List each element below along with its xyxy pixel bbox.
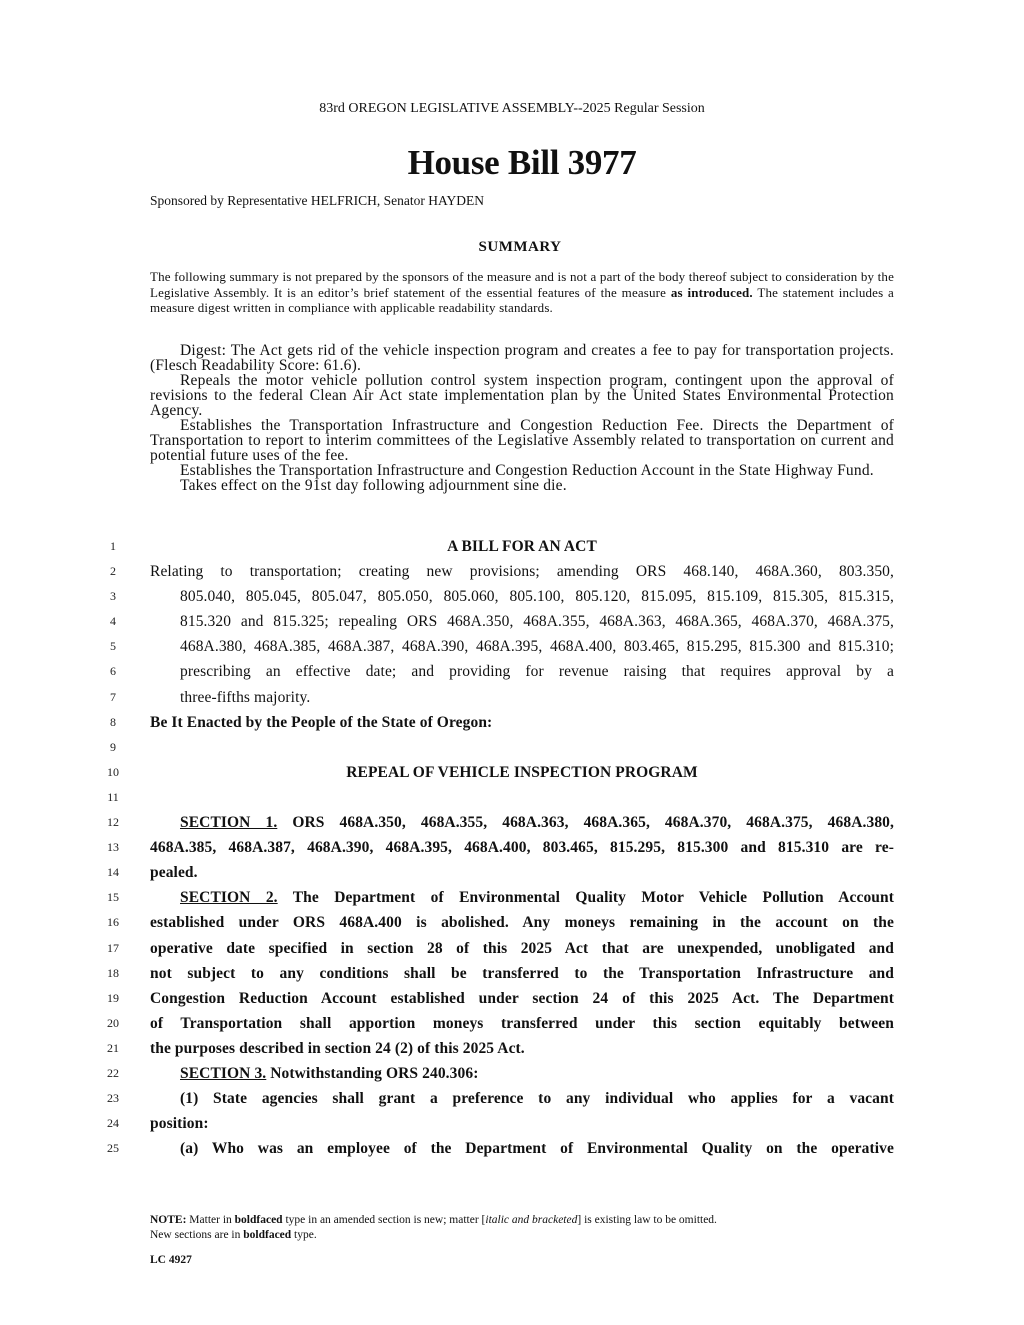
bill-line	[0, 885, 1024, 910]
digest-paragraph: Repeals the motor vehicle pollution control system inspection program, contingent upon the approval of revisions to the federal Clean Air Act state implementation plan by the United States Environmental Protection Agency.	[150, 372, 894, 419]
session-header: 83rd OREGON LEGISLATIVE ASSEMBLY--2025 Regular Session	[319, 101, 705, 116]
line-number: 1	[110, 539, 116, 553]
bill-text: 468A.380, 468A.385, 468A.387, 468A.390, 468A.395, 468A.400, 803.465, 815.295, 815.300 and 815.310;	[180, 638, 894, 656]
line-number: 22	[107, 1065, 119, 1080]
note-text: New sections are in	[150, 1229, 244, 1241]
bill-line	[0, 1011, 1024, 1036]
line-number: 18	[107, 965, 119, 980]
bill-line	[0, 810, 1024, 835]
summary-text	[150, 269, 894, 316]
sponsor-line: Sponsored by Representative HELFRICH, Senator HAYDEN	[150, 193, 484, 208]
bill-text: operative date specified in section 28 of this 2025 Act that are unexpended, unobligated and	[150, 939, 894, 957]
bill-line	[0, 1036, 1024, 1061]
section-label: SECTION 3.	[180, 1064, 267, 1082]
bill-text-part: The Department of Environmental Quality Motor Vehicle Pollution Account	[277, 889, 894, 907]
line-number: 11	[107, 789, 119, 804]
bill-text: pealed.	[150, 864, 198, 882]
bill-text: (a) Who was an employee of the Department of Environmental Quality on the operative	[180, 1140, 894, 1158]
bill-text: 805.040, 805.045, 805.047, 805.050, 805.060, 805.100, 805.120, 815.095, 815.109, 815.305, 815.315,	[180, 588, 894, 606]
note-label: NOTE:	[150, 1214, 187, 1226]
bill-text: three-fifths majority.	[180, 688, 311, 706]
summary-text-part: The statement includes a measure digest written in compliance with applicable readability standards.	[150, 284, 894, 315]
line-number: 3	[110, 589, 116, 604]
bill-line	[0, 986, 1024, 1011]
note-text: ] is existing law to be omitted.	[577, 1214, 717, 1226]
bill-line	[0, 760, 1024, 785]
section-label: SECTION 1.	[180, 814, 278, 832]
bill-line	[0, 659, 1024, 684]
bill-body	[0, 534, 1024, 1161]
line-number: 2	[110, 564, 116, 579]
digest-paragraph: Digest: The Act gets rid of the vehicle inspection program and creates a fee to pay for transportation projects. (Flesch Readability Score: 61.6).	[150, 342, 894, 374]
line-number: 19	[107, 990, 119, 1005]
line-number: 10	[107, 764, 119, 779]
summary-bold-phrase: as introduced.	[670, 284, 753, 300]
line-number: 16	[107, 915, 119, 930]
bill-line	[0, 534, 1024, 559]
bill-text: 468A.385, 468A.387, 468A.390, 468A.395, 468A.400, 803.465, 815.295, 815.300 and 815.310 are re-	[150, 839, 894, 857]
bill-text: (1) State agencies shall grant a preference to any individual who applies for a vacant	[180, 1090, 894, 1108]
summary-text-part: The following summary is not prepared by the sponsors of the measure and is not a part of the body thereof subject to consideration by the Legislative Assembly. It is an editor’s brief statement of the essential features of the measure	[150, 269, 894, 300]
bill-text	[150, 885, 894, 910]
bill-text	[150, 1061, 894, 1086]
line-number: 17	[107, 940, 119, 955]
bill-line	[0, 936, 1024, 961]
bill-line	[0, 1061, 1024, 1086]
line-number: 5	[110, 639, 116, 654]
note-bold: boldfaced	[234, 1214, 283, 1226]
bill-line	[0, 609, 1024, 634]
bill-text: not subject to any conditions shall be transferred to the Transportation Infrastructure and	[150, 964, 894, 982]
line-number: 21	[107, 1040, 119, 1055]
bill-text: of Transportation shall apportion moneys transferred under this section equitably between	[150, 1014, 894, 1032]
bill-line	[0, 685, 1024, 710]
digest-paragraph: Takes effect on the 91st day following adjournment sine die.	[180, 477, 567, 494]
line-number: 14	[107, 865, 119, 880]
enacting-clause: Be It Enacted by the People of the State of Oregon:	[150, 713, 493, 731]
line-number: 4	[110, 614, 116, 629]
line-number: 20	[107, 1015, 119, 1030]
section-heading: REPEAL OF VEHICLE INSPECTION PROGRAM	[346, 763, 698, 781]
line-number: 13	[107, 840, 119, 855]
bill-line	[0, 961, 1024, 986]
note-italic: italic and bracketed	[485, 1214, 578, 1226]
bill-line	[0, 860, 1024, 885]
summary-heading: SUMMARY	[478, 239, 562, 255]
bill-text: position:	[150, 1115, 209, 1133]
bill-line	[0, 710, 1024, 735]
note-text: type in an amended section is new; matter [	[282, 1214, 486, 1226]
footer-note	[150, 1213, 910, 1243]
line-number: 6	[110, 664, 116, 679]
bill-text-part: ORS 468A.350, 468A.355, 468A.363, 468A.365, 468A.370, 468A.375, 468A.380,	[277, 814, 894, 832]
bill-line	[0, 559, 1024, 584]
bill-line	[0, 634, 1024, 659]
note-text: Matter in	[186, 1214, 235, 1226]
bill-text: Relating to transportation; creating new provisions; amending ORS 468.140, 468A.360, 803.350,	[150, 563, 894, 581]
bill-text	[150, 810, 894, 835]
line-number: 24	[107, 1116, 119, 1131]
note-text: type.	[291, 1229, 317, 1241]
bill-text-part: Notwithstanding ORS 240.306:	[266, 1064, 479, 1082]
bill-title: House Bill 3977	[407, 143, 637, 182]
line-number: 23	[107, 1091, 119, 1106]
bill-line	[0, 785, 1024, 810]
line-number: 12	[107, 815, 119, 830]
line-number: 25	[107, 1141, 119, 1156]
bill-line	[0, 735, 1024, 760]
line-number: 7	[110, 689, 116, 704]
digest-paragraph: Establishes the Transportation Infrastructure and Congestion Reduction Account in the State Highway Fund.	[180, 462, 874, 479]
bill-text: Congestion Reduction Account established under section 24 of this 2025 Act. The Department	[150, 989, 894, 1007]
lc-number: LC 4927	[150, 1254, 192, 1266]
bill-line	[0, 910, 1024, 935]
line-number: 8	[110, 714, 116, 729]
line-number: 9	[110, 739, 116, 754]
digest-paragraph: Establishes the Transportation Infrastructure and Congestion Reduction Fee. Directs the Department of Transportation to report to interim committees of the Legislative Assembly related to transportation on current and potential future uses of the fee.	[150, 417, 894, 464]
note-bold: boldfaced	[243, 1229, 292, 1241]
line-number: 15	[107, 890, 119, 905]
bill-text: 815.320 and 815.325; repealing ORS 468A.350, 468A.355, 468A.363, 468A.365, 468A.370, 468A.375,	[180, 613, 894, 631]
bill-line	[0, 1086, 1024, 1111]
bill-line	[0, 835, 1024, 860]
bill-line	[0, 584, 1024, 609]
digest	[150, 343, 894, 493]
bill-text: established under ORS 468A.400 is abolished. Any moneys remaining in the account on the	[150, 914, 894, 932]
section-label: SECTION 2.	[180, 889, 278, 907]
bill-text: the purposes described in section 24 (2) of this 2025 Act.	[150, 1039, 525, 1057]
act-heading: A BILL FOR AN ACT	[447, 538, 597, 555]
bill-line	[0, 1111, 1024, 1136]
bill-text: prescribing an effective date; and providing for revenue raising that requires approval by a	[180, 663, 894, 681]
bill-line	[0, 1136, 1024, 1161]
